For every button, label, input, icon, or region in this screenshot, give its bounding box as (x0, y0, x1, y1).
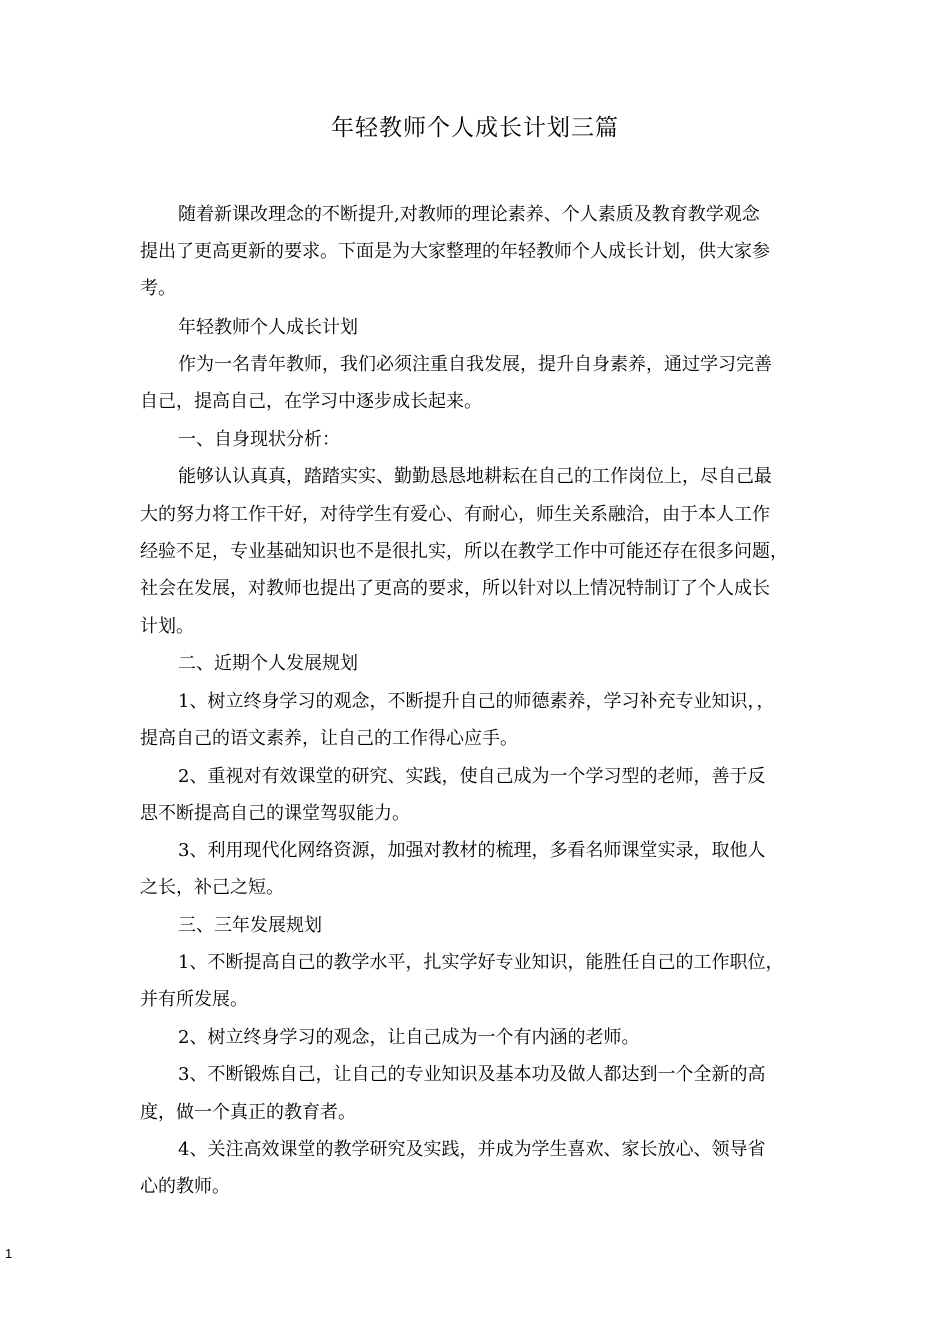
paragraph-line: 1、不断提高自己的教学水平，扎实学好专业知识，能胜任自己的工作职位， (178, 952, 784, 973)
paragraph-line: 心的教师。 (140, 1176, 230, 1197)
paragraph-line: 随着新课改理念的不断提升,对教师的理论素养、个人素质及教育教学观念 (178, 204, 760, 225)
paragraph-line: 能够认认真真，踏踏实实、勤勤恳恳地耕耘在自己的工作岗位上，尽自己最 (178, 466, 772, 487)
paragraph-line: 3、利用现代化网络资源，加强对教材的梳理，多看名师课堂实录，取他人 (178, 840, 766, 861)
paragraph-line: 考。 (140, 278, 176, 299)
paragraph-line: 3、不断锻炼自己，让自己的专业知识及基本功及做人都达到一个全新的高 (178, 1064, 766, 1085)
paragraph-line: 提高自己的语文素养，让自己的工作得心应手。 (140, 728, 518, 749)
section-heading: 三、三年发展规划 (178, 915, 322, 936)
paragraph-line: 2、重视对有效课堂的研究、实践，使自己成为一个学习型的老师，善于反 (178, 766, 766, 787)
paragraph-line: 并有所发展。 (140, 989, 248, 1010)
section-heading: 一、自身现状分析： (178, 429, 340, 450)
section-heading: 二、近期个人发展规划 (178, 653, 358, 674)
paragraph-line: 4、关注高效课堂的教学研究及实践，并成为学生喜欢、家长放心、领导省 (178, 1139, 766, 1160)
paragraph-line: 自己，提高自己，在学习中逐步成长起来。 (140, 391, 482, 412)
paragraph-line: 2、树立终身学习的观念，让自己成为一个有内涵的老师。 (178, 1027, 640, 1048)
paragraph-line: 计划。 (140, 616, 194, 637)
paragraph-line: 思不断提高自己的课堂驾驭能力。 (140, 803, 410, 824)
page-number: 1 (5, 1246, 13, 1261)
paragraph-line: 提出了更高更新的要求。下面是为大家整理的年轻教师个人成长计划，供大家参 (140, 241, 770, 262)
paragraph-line: 经验不足，专业基础知识也不是很扎实，所以在教学工作中可能还存在很多问题， (140, 541, 788, 562)
section-heading: 年轻教师个人成长计划 (178, 317, 358, 338)
paragraph-line: 大的努力将工作干好，对待学生有爱心、有耐心，师生关系融洽，由于本人工作 (140, 504, 770, 525)
paragraph-line: 1、树立终身学习的观念，不断提升自己的师德素养，学习补充专业知识，， (178, 691, 775, 712)
paragraph-line: 作为一名青年教师，我们必须注重自我发展，提升自身素养，通过学习完善 (178, 354, 772, 375)
paragraph-line: 社会在发展，对教师也提出了更高的要求，所以针对以上情况特制订了个人成长 (140, 578, 770, 599)
paragraph-line: 之长，补己之短。 (140, 877, 284, 898)
document-title: 年轻教师个人成长计划三篇 (331, 115, 619, 141)
paragraph-line: 度，做一个真正的教育者。 (140, 1102, 356, 1123)
